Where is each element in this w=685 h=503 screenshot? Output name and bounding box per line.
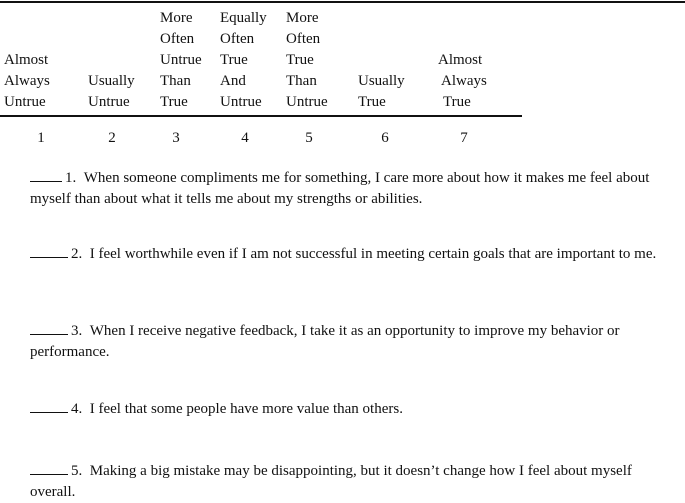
scale-number-4: 4 bbox=[241, 130, 249, 146]
scale-label-1-line-2: Always bbox=[4, 73, 50, 89]
scale-label-7-line-1: Almost bbox=[438, 52, 483, 68]
scale-label-7-line-3: True bbox=[443, 94, 471, 110]
questionnaire-item-5 bbox=[30, 460, 678, 503]
item-1-number: 1. bbox=[65, 170, 77, 186]
response-blank-3[interactable] bbox=[30, 320, 68, 335]
item-4-text: I feel that some people have more value than others. bbox=[89, 401, 403, 417]
questionnaire-item-2 bbox=[30, 243, 678, 265]
item-2-text: I feel worthwhile even if I am not successful in meeting certain goals that are important to me. bbox=[89, 246, 657, 262]
scale-label-4 bbox=[220, 8, 267, 113]
scale-label-5-line-1: More bbox=[286, 10, 319, 26]
questionnaire-item-4 bbox=[30, 398, 678, 420]
scale-number-7: 7 bbox=[460, 130, 468, 146]
scale-number-5: 5 bbox=[305, 130, 313, 146]
scale-label-4-line-2: Often bbox=[220, 31, 255, 47]
scale-label-5 bbox=[286, 8, 328, 113]
scale-label-3-line-2: Often bbox=[160, 31, 195, 47]
item-5-text: Making a big mistake may be disappointing, but it doesn’t change how I feel about myself overall. bbox=[30, 463, 632, 500]
item-1-text: When someone compliments me for something, I care more about how it makes me feel about myself than about what it tells me about my strengths or abilities. bbox=[30, 170, 650, 207]
scale-label-7-line-2: Always bbox=[441, 73, 487, 89]
scale-label-7 bbox=[438, 50, 487, 113]
scale-label-1-line-1: Almost bbox=[4, 52, 49, 68]
response-blank-2[interactable] bbox=[30, 243, 68, 258]
scale-label-2-line-2: Untrue bbox=[88, 94, 130, 110]
item-2-number: 2. bbox=[71, 246, 83, 262]
scale-label-3-line-1: More bbox=[160, 10, 193, 26]
questionnaire-item-1 bbox=[30, 167, 678, 210]
scale-label-1-line-3: Untrue bbox=[4, 94, 46, 110]
scale-label-5-line-5: Untrue bbox=[286, 94, 328, 110]
scale-label-6 bbox=[358, 71, 405, 113]
scale-label-2 bbox=[88, 71, 135, 113]
scale-label-6-line-2: True bbox=[358, 94, 386, 110]
scale-label-5-line-2: Often bbox=[286, 31, 321, 47]
scale-label-4-line-4: And bbox=[220, 73, 246, 89]
top-rule bbox=[0, 1, 685, 3]
response-blank-5[interactable] bbox=[30, 460, 68, 475]
scale-label-3-line-3: Untrue bbox=[160, 52, 202, 68]
item-3-number: 3. bbox=[71, 323, 83, 339]
header-rule bbox=[0, 115, 522, 117]
scale-label-5-line-4: Than bbox=[286, 73, 317, 89]
scale-number-2: 2 bbox=[108, 130, 116, 146]
scale-label-3-line-5: True bbox=[160, 94, 188, 110]
scale-label-4-line-1: Equally bbox=[220, 10, 267, 26]
scale-label-5-line-3: True bbox=[286, 52, 314, 68]
scale-label-3-line-4: Than bbox=[160, 73, 191, 89]
response-blank-1[interactable] bbox=[30, 167, 62, 182]
response-blank-4[interactable] bbox=[30, 398, 68, 413]
scale-label-6-line-1: Usually bbox=[358, 73, 405, 89]
scale-label-3 bbox=[160, 8, 202, 113]
scale-number-1: 1 bbox=[37, 130, 45, 146]
item-5-number: 5. bbox=[71, 463, 83, 479]
item-4-number: 4. bbox=[71, 401, 83, 417]
item-3-text: When I receive negative feedback, I take it as an opportunity to improve my behavior or performance. bbox=[30, 323, 620, 360]
scale-label-1 bbox=[4, 50, 50, 113]
scale-label-4-line-5: Untrue bbox=[220, 94, 262, 110]
scale-number-6: 6 bbox=[381, 130, 389, 146]
scale-label-2-line-1: Usually bbox=[88, 73, 135, 89]
scale-number-3: 3 bbox=[172, 130, 180, 146]
questionnaire-item-3 bbox=[30, 320, 678, 363]
scale-label-4-line-3: True bbox=[220, 52, 248, 68]
